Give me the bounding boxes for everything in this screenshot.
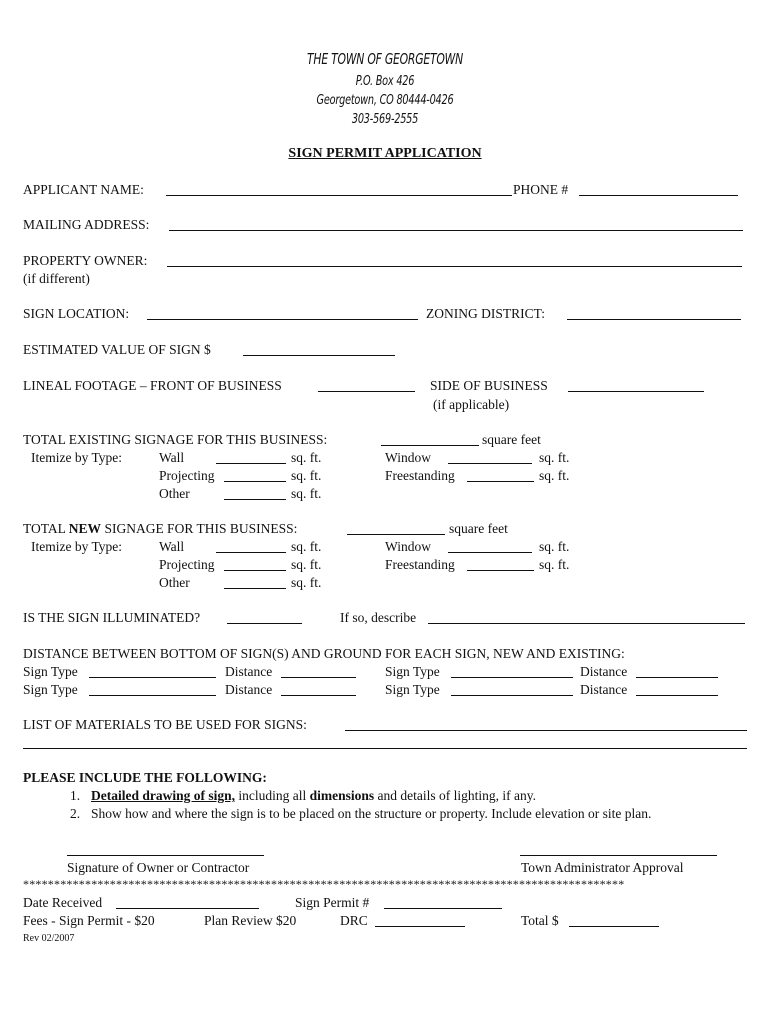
new-itemize-label: Itemize by Type: [31, 539, 123, 554]
sign-type-label: Sign Type [23, 682, 78, 697]
new-other-unit: sq. ft. [291, 575, 322, 590]
office-use-separator: ************************************************************************************************* [23, 877, 625, 891]
distance-label: Distance [225, 682, 273, 697]
town-phone: 303-569-2555 [351, 111, 419, 127]
existing-freestanding-label: Freestanding [385, 468, 455, 483]
materials-field[interactable] [345, 730, 747, 731]
distance-label: Distance [225, 664, 273, 679]
sign-type-label: Sign Type [385, 664, 440, 679]
include-item-1-number: 1. [70, 788, 81, 803]
new-total-bold: NEW [68, 521, 102, 536]
include-item-2: Show how and where the sign is to be placed on the structure or property. Include elevation or site plan. [91, 806, 652, 821]
property-owner-field[interactable] [167, 266, 742, 267]
include-item-1-mid: including all [235, 788, 310, 803]
town-name: THE TOWN OF GEORGETOWN [307, 50, 463, 68]
side-of-business-label: SIDE OF BUSINESS [430, 378, 548, 393]
include-item-1 [91, 788, 536, 804]
admin-approval-label: Town Administrator Approval [521, 860, 684, 875]
sign-type-field[interactable] [451, 677, 573, 678]
lineal-footage-field[interactable] [318, 391, 415, 392]
new-other-field[interactable] [224, 588, 286, 589]
applicant-name-field[interactable] [166, 195, 512, 196]
include-item-1-end: and details of lighting, if any. [374, 788, 537, 803]
existing-itemize-label: Itemize by Type: [31, 450, 123, 465]
distance-field[interactable] [281, 677, 356, 678]
admin-approval-field[interactable] [520, 855, 717, 856]
sign-type-label: Sign Type [23, 664, 78, 679]
mailing-address-field[interactable] [169, 230, 743, 231]
sign-type-field[interactable] [89, 695, 216, 696]
existing-total-field[interactable] [381, 445, 479, 446]
new-freestanding-label: Freestanding [385, 557, 455, 572]
existing-window-label: Window [385, 450, 431, 465]
existing-window-unit: sq. ft. [539, 450, 570, 465]
distance-heading: DISTANCE BETWEEN BOTTOM OF SIGN(S) AND GROUND FOR EACH SIGN, NEW AND EXISTING: [23, 646, 625, 661]
new-wall-label: Wall [159, 539, 185, 554]
illumination-describe-field[interactable] [428, 623, 745, 624]
existing-total-label: TOTAL EXISTING SIGNAGE FOR THIS BUSINESS: [23, 432, 328, 447]
drc-label: DRC [340, 913, 368, 928]
zoning-district-field[interactable] [567, 319, 741, 320]
side-of-business-field[interactable] [568, 391, 704, 392]
owner-signature-field[interactable] [67, 855, 264, 856]
date-received-field[interactable] [116, 908, 259, 909]
new-wall-unit: sq. ft. [291, 539, 322, 554]
distance-field[interactable] [281, 695, 356, 696]
owner-signature-label: Signature of Owner or Contractor [67, 860, 250, 875]
new-projecting-unit: sq. ft. [291, 557, 322, 572]
distance-field[interactable] [636, 677, 718, 678]
existing-wall-unit: sq. ft. [291, 450, 322, 465]
new-square-feet: square feet [449, 521, 508, 536]
po-box: P.O. Box 426 [355, 73, 415, 89]
sign-location-label: SIGN LOCATION: [23, 306, 130, 321]
mailing-address-label: MAILING ADDRESS: [23, 217, 150, 232]
applicant-name-label: APPLICANT NAME: [23, 182, 144, 197]
sign-type-label: Sign Type [385, 682, 440, 697]
new-freestanding-field[interactable] [467, 570, 534, 571]
distance-field[interactable] [636, 695, 718, 696]
existing-window-field[interactable] [448, 463, 532, 464]
new-total-label [23, 521, 297, 537]
existing-other-unit: sq. ft. [291, 486, 322, 501]
include-heading: PLEASE INCLUDE THE FOLLOWING: [23, 770, 267, 785]
property-owner-note: (if different) [23, 271, 90, 286]
include-item-1-drawing: Detailed drawing of sign, [91, 788, 236, 803]
include-item-1-dimensions: dimensions [309, 788, 375, 803]
total-field[interactable] [569, 926, 659, 927]
drc-field[interactable] [375, 926, 465, 927]
materials-label: LIST OF MATERIALS TO BE USED FOR SIGNS: [23, 717, 307, 732]
new-window-field[interactable] [448, 552, 532, 553]
existing-freestanding-unit: sq. ft. [539, 468, 570, 483]
sign-permit-number-field[interactable] [384, 908, 502, 909]
sign-location-field[interactable] [147, 319, 418, 320]
existing-wall-label: Wall [159, 450, 185, 465]
distance-label: Distance [580, 664, 628, 679]
city-address: Georgetown, CO 80444-0426 [316, 92, 454, 108]
new-projecting-label: Projecting [159, 557, 215, 572]
new-window-label: Window [385, 539, 431, 554]
date-received-label: Date Received [23, 895, 103, 910]
new-projecting-field[interactable] [224, 570, 286, 571]
existing-freestanding-field[interactable] [467, 481, 534, 482]
distance-label: Distance [580, 682, 628, 697]
illuminated-label: IS THE SIGN ILLUMINATED? [23, 610, 201, 625]
existing-other-label: Other [159, 486, 190, 501]
new-total-pre: TOTAL [23, 521, 69, 536]
property-owner-label: PROPERTY OWNER: [23, 253, 148, 268]
materials-field-line-2[interactable] [23, 748, 747, 749]
fees-plan-review: Plan Review $20 [204, 913, 297, 928]
existing-wall-field[interactable] [216, 463, 286, 464]
total-label: Total $ [521, 913, 559, 928]
phone-field[interactable] [579, 195, 738, 196]
new-wall-field[interactable] [216, 552, 286, 553]
sign-type-field[interactable] [451, 695, 573, 696]
new-freestanding-unit: sq. ft. [539, 557, 570, 572]
sign-permit-number-label: Sign Permit # [295, 895, 370, 910]
estimated-value-field[interactable] [243, 355, 395, 356]
zoning-district-label: ZONING DISTRICT: [426, 306, 545, 321]
new-window-unit: sq. ft. [539, 539, 570, 554]
existing-projecting-field[interactable] [224, 481, 286, 482]
illuminated-field[interactable] [227, 623, 302, 624]
estimated-value-label: ESTIMATED VALUE OF SIGN $ [23, 342, 211, 357]
new-other-label: Other [159, 575, 190, 590]
existing-projecting-unit: sq. ft. [291, 468, 322, 483]
illumination-describe-label: If so, describe [340, 610, 417, 625]
sign-type-field[interactable] [89, 677, 216, 678]
existing-other-field[interactable] [224, 499, 286, 500]
lineal-footage-label: LINEAL FOOTAGE – FRONT OF BUSINESS [23, 378, 282, 393]
side-of-business-note: (if applicable) [433, 397, 510, 412]
phone-label: PHONE # [513, 182, 569, 197]
revision-date: Rev 02/2007 [23, 933, 75, 944]
new-total-post: SIGNAGE FOR THIS BUSINESS: [101, 521, 298, 536]
new-total-field[interactable] [347, 534, 445, 535]
fees-sign-permit: Fees - Sign Permit - $20 [23, 913, 155, 928]
existing-square-feet: square feet [482, 432, 541, 447]
form-title: SIGN PERMIT APPLICATION [288, 146, 482, 161]
existing-projecting-label: Projecting [159, 468, 215, 483]
include-item-2-number: 2. [70, 806, 81, 821]
